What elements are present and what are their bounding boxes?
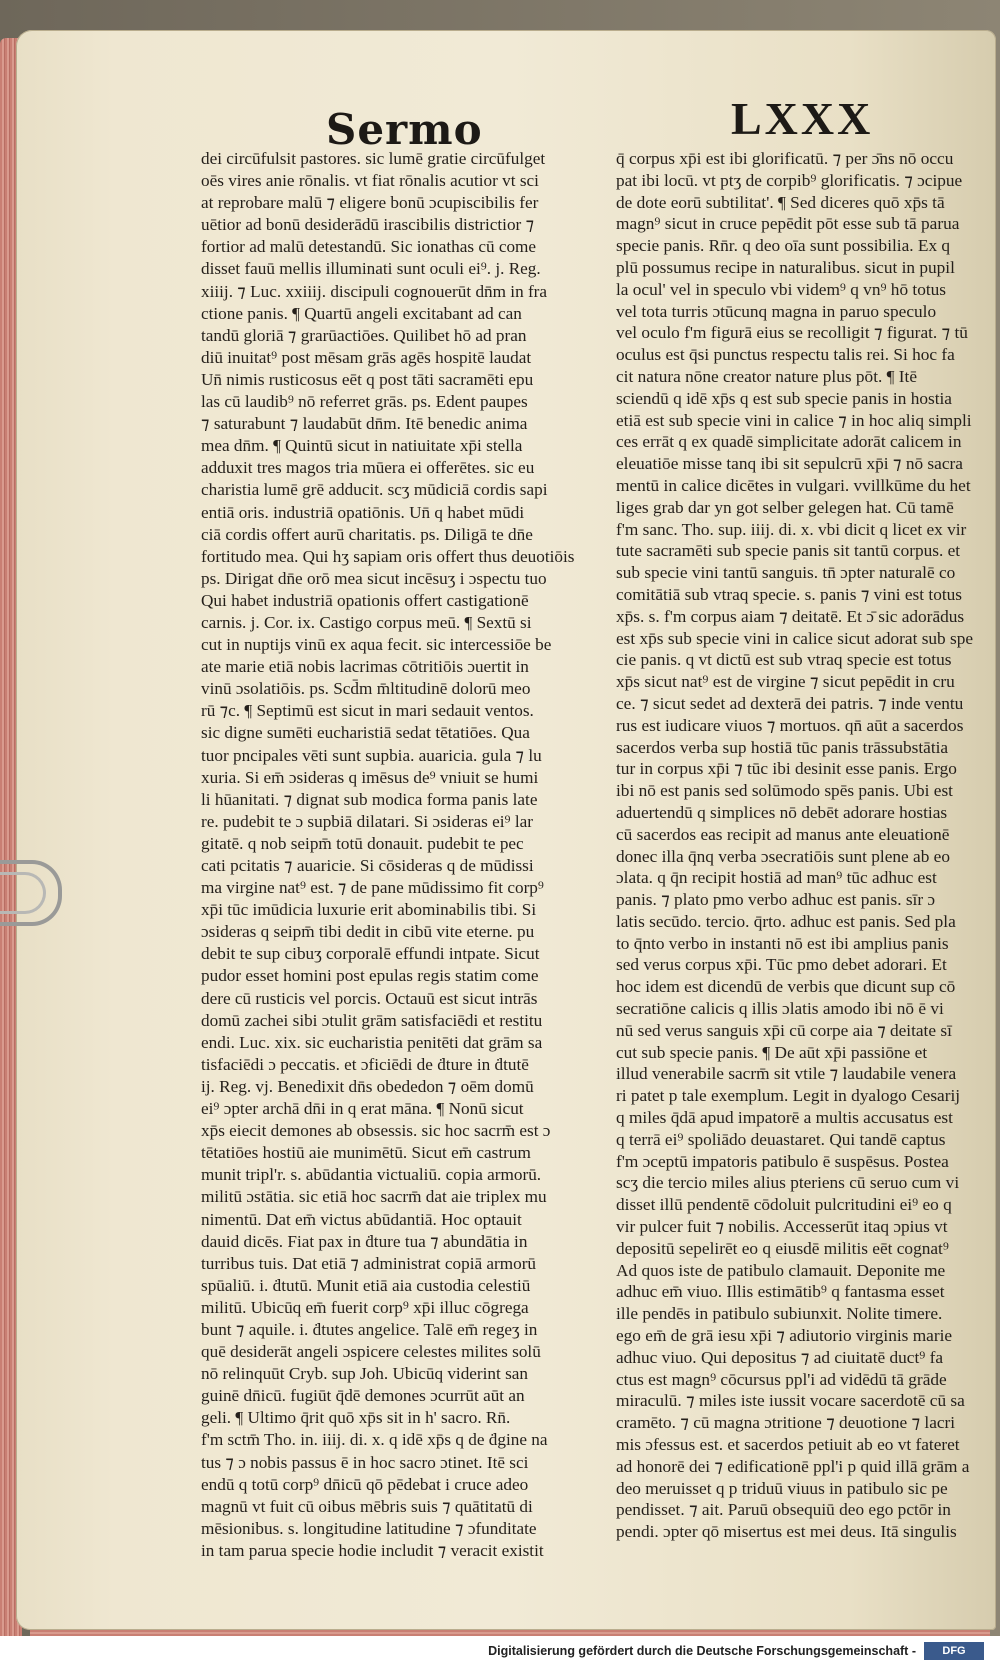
- text-line: militū ɔstātia. sic etiā hoc sacrm̄ dat aie triplex mu: [201, 1187, 547, 1207]
- text-line: ij. Reg. vj. Benedixit dn̄s obededon ⁊ oēm domū: [201, 1076, 534, 1096]
- text-line: f'm sanc. Tho. sup. iiij. di. x. vbi dicit q licet ex vir: [616, 519, 967, 539]
- text-line: pudor esset homini post epulas regis statim come: [201, 966, 539, 986]
- text-line: xp̄s sicut nat⁹ est de virgine ⁊ sicut pepēdit in cru: [616, 672, 955, 692]
- text-line: cramēto. ⁊ cū magna ɔtritione ⁊ deuotione ⁊ lacri: [616, 1413, 956, 1433]
- text-line: pendi. ɔpter qō misertus est mei deus. Itā singulis: [616, 1522, 957, 1542]
- text-line: disset illū pendentē cōdoluit pulcritudini ei⁹ eo q: [616, 1195, 952, 1215]
- text-line: pendisset. ⁊ ait. Paruū obsequiū deo ego pctōr in: [616, 1500, 951, 1520]
- text-line: at reprobare malū ⁊ eligere bonū ɔcupiscibilis fer: [201, 193, 539, 213]
- text-line: tus ⁊ ɔ nobis passus ē in hoc sacro ɔtinet. Itē sci: [201, 1452, 529, 1472]
- text-line: ⁊ saturabunt ⁊ laudabūt dn̄m. Itē benedic anima: [201, 414, 528, 434]
- text-line: secratiōne calicis q illis ɔlatis amodo ibi nō ē vi: [616, 999, 944, 1019]
- text-line: carnis. j. Cor. ix. Castigo corpus meū. ¶ Sextū si: [201, 612, 532, 632]
- text-line: ce. ⁊ sicut sedet ad dexterā dei patris. ⁊ inde ventu: [616, 693, 964, 713]
- text-line: rū ⁊c. ¶ Septimū est sicut in mari sedauit ventos.: [201, 701, 534, 721]
- text-line: munit tripl'r. s. abūdantia victualiū. copia armorū.: [201, 1165, 542, 1185]
- text-line: endū q totū corp⁹ dn̄icū qō pēdebat i cruce adeo: [201, 1474, 529, 1494]
- text-line: dere cū rusticis vel porcis. Octauū est sicut intrās: [201, 988, 538, 1008]
- text-line: magn⁹ sicut in cruce pepēdit pōt esse sub tā parua: [616, 214, 960, 234]
- text-line: mēsionibus. s. longitudine latitudine ⁊ ɔfunditate: [201, 1518, 537, 1538]
- text-line: bunt ⁊ aquile. i. ḋtutes angelice. Talē em̄ regeʒ in: [201, 1319, 538, 1339]
- text-line: sic digne sumēti eucharistiā sedat tētatiōes. Qua: [201, 723, 530, 743]
- text-line: geli. ¶ Ultimo q̄rit quō xp̄s sit in h' sacro. Rn̄.: [201, 1408, 511, 1428]
- text-line: ɔlata. q q̄n recipit hostiā ad man⁹ tūc adhuc est: [616, 868, 937, 888]
- text-line: re. pudebit te ɔ supbiā dilatari. Si ɔsideras ei⁹ lar: [201, 811, 533, 831]
- text-line: fortior ad malū detestandū. Sic ionathas cū come: [201, 237, 537, 257]
- text-line: adhuc em̄ viuo. Illis estimātib⁹ q fantasma esset: [616, 1282, 945, 1302]
- text-line: f'm ɔceptū impatoris patibulo ē suspēsus. Postea: [616, 1151, 949, 1171]
- text-line: cut sub specie panis. ¶ De aūt xp̄i passiōne et: [616, 1042, 928, 1062]
- funding-credit: Digitalisierung gefördert durch die Deutsche Forschungsgemeinschaft -: [488, 1644, 916, 1658]
- text-line: tute sacramēti sub specie panis sit tantū corpus. et: [616, 541, 961, 561]
- text-line: in tam parua specie hodie includit ⁊ veracit existit: [201, 1540, 544, 1560]
- text-line: vir pulcer fuit ⁊ nobilis. Accesserūt itaq ɔpius vt: [616, 1217, 948, 1237]
- text-line: oēs vires anie rōnalis. vt fiat rōnalis acutior vt sci: [201, 171, 539, 191]
- text-line: q miles q̄dā apud impatorē a multis accusatus est: [616, 1108, 953, 1128]
- text-line: cut in nuptijs vinū ex aqua fecit. sic intercessiōe be: [201, 635, 552, 655]
- text-line: donec illa q̄nq verba ɔsecratiōis sunt plene ab eo: [616, 846, 950, 866]
- text-line: tur in corpus xp̄i ⁊ tūc ibi desinit esse panis. Ergo: [616, 759, 957, 779]
- text-line: oculus est q̄si punctus respectu talis rei. Si hoc fa: [616, 345, 955, 365]
- text-line: tisfaciēdi ɔ peccatis. et ɔficiēdi de ḋture in ḋtutē: [201, 1054, 529, 1074]
- dfg-logo-icon: DFG: [924, 1642, 984, 1660]
- text-line: illud venerabile sacrm̄ sit vtile ⁊ laudabile venera: [616, 1064, 957, 1084]
- text-line: ctus est magn⁹ cōcursus ppl'i ad vidēdū tā grāde: [616, 1369, 947, 1389]
- text-line: cati pcitatis ⁊ auaricie. Si cōsideras q de mūdissi: [201, 856, 534, 875]
- text-line: hoc idem est dicendū de verbis que dicunt sup cō: [616, 977, 956, 997]
- text-line: militū. Ubicūq em̄ fuerit corp⁹ xp̄i illuc cōgrega: [201, 1297, 529, 1317]
- footer-bar: [0, 1636, 1000, 1666]
- text-line: mea dn̄m. ¶ Quintū sicut in natiuitate xp̄i stella: [201, 436, 523, 456]
- text-line: specie panis. Rn̄r. q deo oīa sunt possibilia. Ex q: [616, 236, 951, 256]
- text-line: ɔsideras q seipm̄ tibi dedit in cibū vite eterne. pu: [201, 922, 535, 942]
- text-line: gitatē. q nob seipm̄ totū donauit. pudebit te pec: [201, 833, 524, 853]
- text-line: q̄ corpus xp̄i est ibi glorificatū. ⁊ per ɔ̄ns nō occu: [616, 149, 954, 168]
- text-line: mentū in calice dicētes in vulgari. vvillkūme du het: [616, 475, 971, 495]
- book-page: [16, 30, 996, 1630]
- text-line: diū inuitat⁹ post mēsam grās agēs hospitē laudat: [201, 347, 532, 367]
- text-line: vinū ɔsolatiōis. ps. Scd̄m m̄ltitudinē dolorū meo: [201, 679, 531, 699]
- text-line: liges grab dar yn got selber gelegen hat. Cū tamē: [616, 497, 954, 517]
- text-line: f'm sctm̄ Tho. in. iiij. di. x. q idē xp̄s q de ḋgine na: [201, 1430, 548, 1450]
- text-line: ille pendēs in patibulo subiunxit. Nolite timere.: [616, 1304, 943, 1324]
- text-line: dei circūfulsit pastores. sic lumē gratie circūfulget: [201, 149, 546, 168]
- text-line: miraculū. ⁊ miles iste iussit vocare sacerdotē cū sa: [616, 1391, 965, 1411]
- folio-number: LXXX: [731, 93, 874, 144]
- text-line: panis. ⁊ plato pmo verbo adhuc est panis. sīr ɔ: [616, 890, 936, 910]
- text-line: las cū laudib⁹ nō referret grās. ps. Edent paupes: [201, 392, 528, 412]
- text-line: turribus tuis. Dat etiā ⁊ administrat copiā armorū: [201, 1253, 537, 1273]
- text-line: ces errāt q ex quadē simplicitate adorāt calicem in: [616, 432, 962, 452]
- text-line: nimentū. Dat em̄ victus abūdantiā. Hoc optauit: [201, 1209, 522, 1229]
- text-line: guinē dn̄icū. fugiūt q̄dē demones ɔcurrūt aūt an: [201, 1386, 525, 1406]
- text-line: to q̄nto verbo in instanti nō est ibi amplius panis: [616, 933, 949, 953]
- text-line: vel tota turris ɔtūcunq magna in paruo speculo: [616, 301, 937, 321]
- left-text-column: [201, 148, 575, 1562]
- paper-clip-inner: [0, 872, 46, 914]
- running-head-left: Sermo: [326, 105, 483, 154]
- right-text-column: [616, 148, 986, 1543]
- text-line: Qui habet industriā opationis offert castigationē: [201, 590, 529, 610]
- text-line: est xp̄s sub specie vini in calice sicut adorat sub spe: [616, 628, 974, 648]
- text-line: xp̄s eiecit demones ab obsessis. sic hoc sacrm̄ est ɔ: [201, 1121, 551, 1141]
- text-line: tētatiōes hostiū aie munimētū. Sicut em̄ castrum: [201, 1143, 531, 1163]
- text-line: xp̄s. s. f'm corpus aiam ⁊ deitatē. Et ɔ̄ sic adorādus: [616, 606, 965, 626]
- text-line: aduertendū q simplices nō debēt adorare hostias: [616, 802, 948, 822]
- text-line: xuria. Si em̄ ɔsideras q imēsus de⁹ vniuit se humi: [201, 767, 539, 787]
- text-line: sacerdos verba sup hostiā tūc panis trāssubstātia: [616, 737, 949, 757]
- text-line: Un̄ nimis rusticosus eēt q post tāti sacramēti epu: [201, 369, 534, 389]
- text-line: plū possumus recipe in naturalibus. sicut in pupil: [616, 257, 955, 277]
- text-line: domū zachei sibi ɔtulit grām satisfaciēdi et restitu: [201, 1010, 543, 1030]
- text-line: endi. Luc. xix. sic eucharistia penitēti dat grām sa: [201, 1032, 543, 1052]
- text-line: sub specie vini tantū sanguis. tn̄ ɔpter naturalē co: [616, 563, 956, 583]
- text-line: comitātiā sub vtraq specie. s. panis ⁊ vini est totus: [616, 584, 962, 604]
- text-line: de dote eorū subtilitat'. ¶ Sed diceres quō xp̄s tā: [616, 192, 945, 212]
- text-line: fortitudo mea. Qui hʒ sapiam oris offert thus deuotiōis: [201, 546, 575, 566]
- text-line: cit natura nōne creator nature plus pōt. ¶ Itē: [616, 366, 918, 386]
- text-line: adhuc viuo. Qui depositus ⁊ ad ciuitatē duct⁹ fa: [616, 1347, 944, 1367]
- text-line: depositū sepelirēt eo q eiusdē militis eēt cognat⁹: [616, 1238, 949, 1258]
- text-line: uētior ad bonū desiderādū irascibilis districtior ⁊: [201, 215, 535, 235]
- text-line: q terrā ei⁹ spoliādo deuastaret. Qui tandē captus: [616, 1129, 946, 1149]
- text-line: la ocul' vel in speculo vbi videm⁹ q vn⁹ hō totus: [616, 279, 947, 299]
- text-line: ma virgine nat⁹ est. ⁊ de pane mūdissimo fit corp⁹: [201, 878, 544, 898]
- text-line: nō relinquūt Cryb. sup Joh. Ubicūq viderint san: [201, 1364, 529, 1384]
- text-line: ri patet p tale exemplum. Legit in dyalogo Cesarij: [616, 1086, 961, 1106]
- text-line: ps. Dirigat dn̄e orō mea sicut incēsuʒ i ɔspectu tuo: [201, 568, 547, 588]
- text-line: eleuatiōe misse tanq ibi sit sepulcrū xp̄i ⁊ nō sacra: [616, 454, 963, 474]
- text-line: cū sacerdos eas recipit ad manus ante eleuationē: [616, 824, 950, 844]
- text-line: magnū vt fuit cū oibus mēbris suis ⁊ quātitatū di: [201, 1496, 533, 1516]
- text-line: dauid dicēs. Fiat pax in ḋture tua ⁊ abundātia in: [201, 1231, 528, 1251]
- text-line: ciā cordis offert aurū charitatis. ps. Diligā te dn̄e: [201, 524, 533, 544]
- text-line: li hūanitati. ⁊ dignat sub modica forma panis late: [201, 789, 538, 809]
- text-line: scʒ die tercio miles alius pteriens cū seruo cum vi: [616, 1173, 960, 1193]
- text-line: latis secūdo. tercio. q̄rto. adhuc est panis. Sed pla: [616, 911, 956, 931]
- text-line: nū sed verus sanguis xp̄i cū corpe aia ⁊ deitate sī: [616, 1020, 952, 1040]
- text-line: ei⁹ ɔpter archā dn̄i in q erat māna. ¶ Nonū sicut: [201, 1099, 524, 1119]
- text-line: cie panis. q vt dictū est sub vtraq specie est totus: [616, 650, 952, 670]
- text-line: xp̄i tūc imūdicia luxurie erit abominabilis tibi. Si: [201, 900, 537, 920]
- text-line: rus est iudicare viuos ⁊ mortuos. qn̄ aūt a sacerdos: [616, 715, 964, 735]
- text-line: ate marie etiā nobis lacrimas cōtritiōis ɔuertit in: [201, 657, 529, 677]
- text-line: vel oculo f'm figurā eius se recolligit ⁊ figurat. ⁊ tū: [616, 323, 968, 343]
- text-line: ad honorē dei ⁊ edificationē ppl'i p quid illā grām a: [616, 1456, 970, 1476]
- text-line: xiiij. ⁊ Luc. xxiiij. discipuli cognouerūt dn̄m in fra: [201, 281, 548, 301]
- text-line: mis ɔfessus est. et sacerdos petiuit ab eo vt fateret: [616, 1435, 960, 1455]
- text-line: charistia lumē grē adducit. scʒ mūdiciā cordis sapi: [201, 480, 548, 500]
- text-line: sciendū q idē xp̄s q est sub specie panis in hostia: [616, 388, 952, 408]
- text-line: debit te sup cibuʒ corporalē effundi intpate. Sicut: [201, 944, 540, 964]
- text-line: sed verus corpus xp̄i. Tūc pmo debet adorari. Et: [616, 955, 947, 975]
- text-line: deo meruisset q p triduū viuus in patibulo sic pe: [616, 1478, 948, 1498]
- text-line: etiā est sub specie vini in calice ⁊ in hoc aliq simpli: [616, 410, 972, 430]
- text-line: adduxit tres magos tria mūera ei offerētes. sic eu: [201, 458, 535, 478]
- text-line: quē desiderāt angeli ɔspicere celestes milites solū: [201, 1342, 541, 1362]
- text-line: ctione panis. ¶ Quartū angeli excitabant ad can: [201, 303, 522, 323]
- text-line: tandū gloriā ⁊ grarūactiōes. Quilibet hō ad pran: [201, 325, 527, 345]
- text-line: ego em̄ de grā iesu xp̄i ⁊ adiutorio virginis marie: [616, 1326, 953, 1346]
- text-line: entiā oris. industriā opatiōnis. Un̄ q habet mūdi: [201, 502, 525, 522]
- text-line: Ad quos iste de patibulo clamauit. Deponite me: [616, 1260, 946, 1280]
- text-line: ibi nō est panis sed solūmodo spēs panis. Ubi est: [616, 781, 953, 801]
- text-line: spūaliū. i. ḋtutū. Munit etiā aia custodia celestiū: [201, 1275, 531, 1295]
- text-line: pat ibi locū. vt ptʒ de corpib⁹ glorificatis. ⁊ ɔcipue: [616, 170, 963, 190]
- text-line: tuor pncipales vēti sunt supbia. auaricia. gula ⁊ lu: [201, 745, 542, 765]
- text-line: disset fauū mellis illuminati sunt oculi ei⁹. j. Reg.: [201, 259, 541, 279]
